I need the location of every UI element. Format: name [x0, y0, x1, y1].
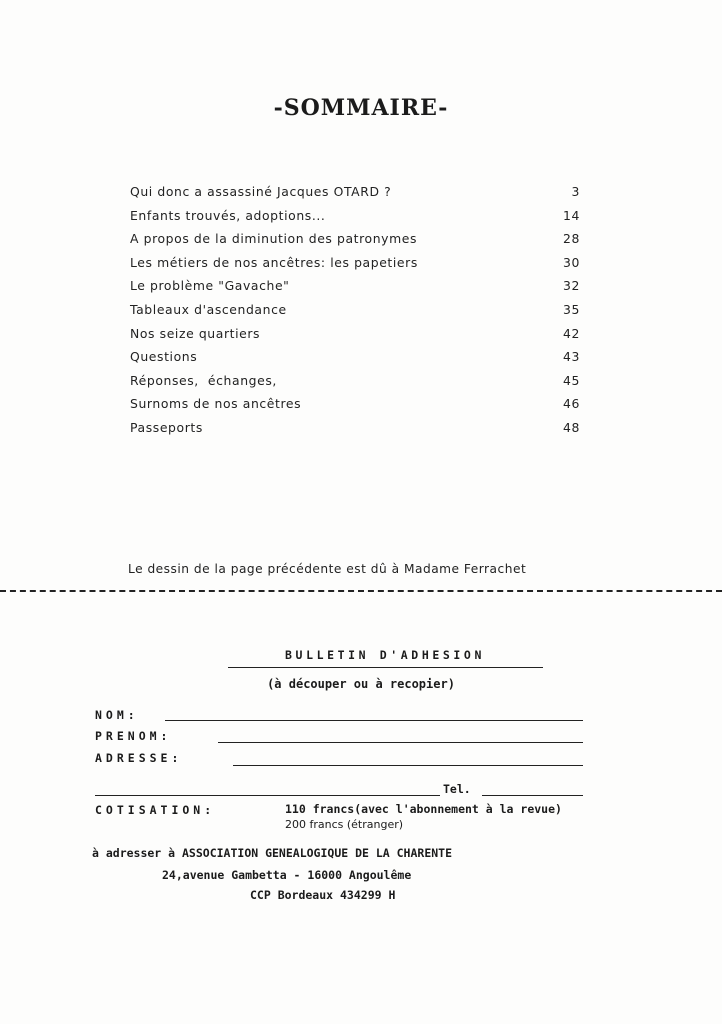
toc-entry: [130, 373, 580, 397]
toc-entry-page: 28: [563, 231, 580, 247]
illustration-credit: Le dessin de la page précédente est dû à Madame Ferrachet: [128, 562, 527, 576]
prenom-field[interactable]: [218, 742, 583, 743]
toc-entry-label: Nos seize quartiers: [130, 325, 261, 341]
toc-entry-page: 46: [563, 396, 580, 412]
toc-entry-label: Surnoms de nos ancêtres: [130, 396, 302, 412]
cotisation-etranger: 200 francs (étranger): [285, 818, 404, 831]
toc-entry: [130, 255, 580, 279]
toc-entry-page: 48: [563, 419, 580, 435]
toc-entry: [130, 349, 580, 373]
table-of-contents: [130, 184, 580, 444]
toc-entry-label: Les métiers de nos ancêtres: les papetiers: [130, 254, 418, 270]
toc-entry-label: Enfants trouvés, adoptions...: [130, 207, 326, 223]
adresse-label: ADRESSE:: [95, 751, 183, 765]
toc-entry-label: Le problème "Gavache": [130, 278, 290, 294]
toc-entry-page: 42: [563, 325, 580, 341]
prenom-label: PRENOM:: [95, 729, 172, 743]
toc-entry-page: 30: [563, 254, 580, 270]
toc-entry: [130, 184, 580, 208]
toc-entry-page: 32: [563, 278, 580, 294]
form-subtitle: (à découper ou à recopier): [267, 677, 455, 691]
toc-entry-page: 3: [571, 184, 580, 199]
toc-entry-page: 43: [563, 349, 580, 365]
nom-field[interactable]: [165, 720, 583, 721]
toc-entry-label: Passeports: [130, 419, 203, 435]
toc-entry: [130, 396, 580, 420]
page-title: -SOMMAIRE-: [273, 95, 449, 121]
cotisation-label: COTISATION:: [95, 803, 216, 817]
toc-entry: [130, 420, 580, 444]
cotisation-text: 110 francs(avec l'abonnement à la revue): [285, 802, 562, 816]
adresse-field-line-2[interactable]: [95, 795, 440, 796]
toc-entry-label: Tableaux d'ascendance: [130, 301, 287, 317]
tel-label: Tel.: [443, 782, 471, 796]
toc-entry: [130, 231, 580, 255]
form-title: BULLETIN D'ADHESION: [285, 648, 485, 662]
toc-entry: [130, 208, 580, 232]
toc-entry-page: 45: [563, 372, 580, 388]
toc-entry-label: Réponses, échanges,: [130, 372, 277, 388]
toc-entry: [130, 326, 580, 350]
adresser-line: à adresser à ASSOCIATION GENEALOGIQUE DE LA CHARENTE: [92, 846, 453, 860]
cut-line-divider: [0, 590, 722, 592]
toc-entry-page: 35: [563, 301, 580, 317]
toc-entry: [130, 302, 580, 326]
toc-entry: [130, 278, 580, 302]
toc-entry-label: Qui donc a assassiné Jacques OTARD ?: [130, 184, 392, 199]
tel-field[interactable]: [482, 795, 583, 796]
toc-entry-page: 14: [563, 207, 580, 223]
adresse-field[interactable]: [233, 765, 583, 766]
association-address: 24,avenue Gambetta - 16000 Angoulême: [162, 868, 412, 882]
form-title-underline: [228, 667, 543, 668]
ccp-line: CCP Bordeaux 434299 H: [250, 888, 396, 902]
nom-label: NOM:: [95, 708, 139, 722]
toc-entry-label: Questions: [130, 349, 198, 365]
toc-entry-label: A propos de la diminution des patronymes: [130, 231, 418, 247]
